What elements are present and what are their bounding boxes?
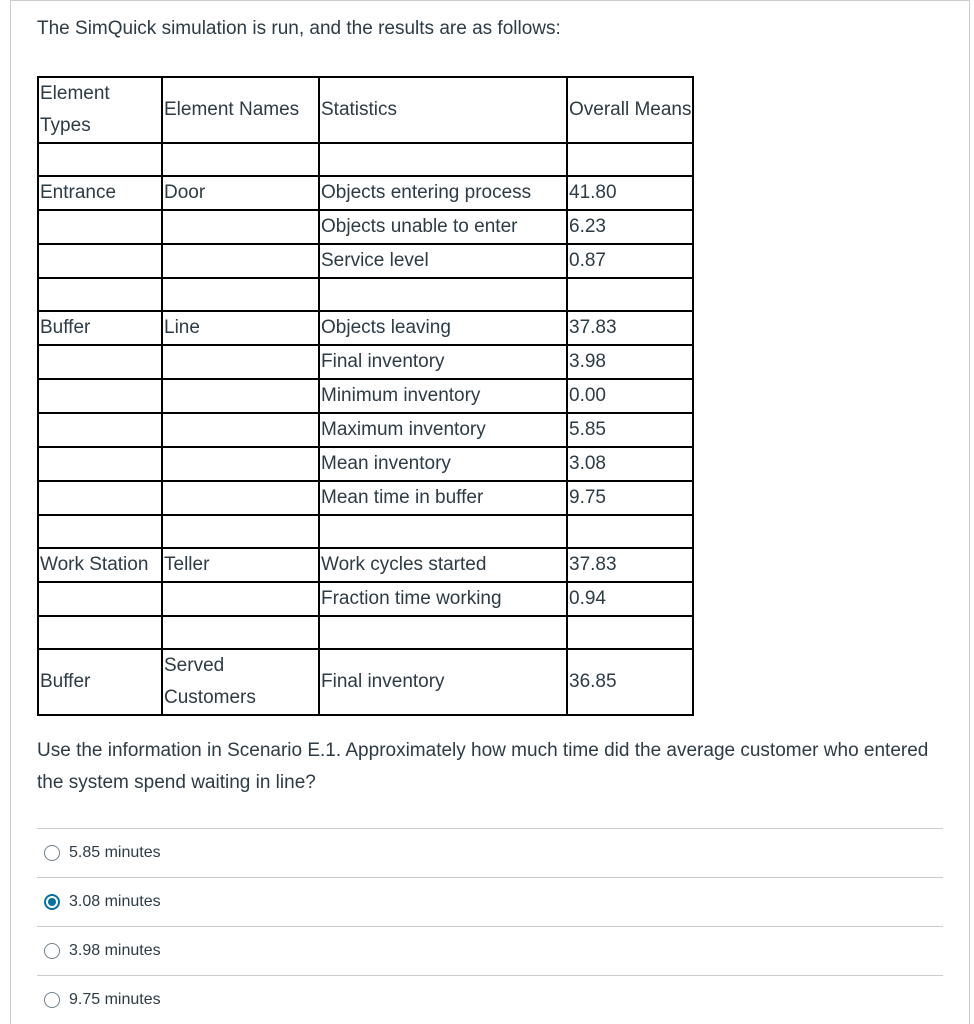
table-cell: Door bbox=[162, 176, 319, 210]
table-cell bbox=[319, 143, 567, 176]
table-cell bbox=[162, 515, 319, 548]
table-cell: Work Station bbox=[38, 548, 162, 582]
header-overall-means: Overall Means bbox=[567, 77, 693, 143]
table-row bbox=[38, 143, 693, 176]
table-cell: Fraction time working bbox=[319, 582, 567, 616]
table-cell bbox=[162, 481, 319, 515]
table-cell bbox=[38, 244, 162, 278]
table-row bbox=[38, 413, 693, 447]
simquick-results-table bbox=[37, 76, 694, 716]
radio-button[interactable] bbox=[44, 943, 60, 959]
answer-option[interactable] bbox=[37, 975, 943, 1024]
table-cell bbox=[38, 345, 162, 379]
table-row bbox=[38, 481, 693, 515]
table-row bbox=[38, 311, 693, 345]
table-cell bbox=[162, 582, 319, 616]
table-cell bbox=[162, 244, 319, 278]
table-cell: Mean inventory bbox=[319, 447, 567, 481]
answer-label: 3.08 minutes bbox=[69, 893, 161, 910]
answer-label: 5.85 minutes bbox=[69, 844, 161, 861]
table-cell: Mean time in buffer bbox=[319, 481, 567, 515]
table-cell: 9.75 bbox=[567, 481, 693, 515]
table-cell: Final inventory bbox=[319, 345, 567, 379]
table-cell bbox=[38, 210, 162, 244]
table-row bbox=[38, 278, 693, 311]
answer-option[interactable] bbox=[37, 877, 943, 926]
table-cell bbox=[38, 379, 162, 413]
table-cell bbox=[38, 143, 162, 176]
radio-button-selected[interactable] bbox=[44, 894, 60, 910]
table-header-row bbox=[38, 77, 693, 143]
answer-option[interactable] bbox=[37, 926, 943, 975]
table-row bbox=[38, 176, 693, 210]
table-cell: 0.94 bbox=[567, 582, 693, 616]
intro-text: The SimQuick simulation is run, and the results are as follows: bbox=[37, 18, 561, 39]
answer-label: 3.98 minutes bbox=[69, 942, 161, 959]
table-row bbox=[38, 210, 693, 244]
table-cell bbox=[38, 616, 162, 649]
table-row bbox=[38, 649, 693, 715]
table-row bbox=[38, 616, 693, 649]
question-text: Use the information in Scenario E.1. Approximately how much time did the average customer who entered the system spend waiting in line? bbox=[37, 740, 929, 793]
table-row bbox=[38, 447, 693, 481]
table-cell: 3.98 bbox=[567, 345, 693, 379]
table-cell: Final inventory bbox=[319, 649, 567, 715]
table-cell bbox=[567, 278, 693, 311]
table-cell: Buffer bbox=[38, 311, 162, 345]
table-cell: 6.23 bbox=[567, 210, 693, 244]
table-cell bbox=[162, 143, 319, 176]
table-cell bbox=[567, 515, 693, 548]
table-cell: Served Customers bbox=[162, 649, 319, 715]
table-cell bbox=[319, 278, 567, 311]
table-cell: Objects unable to enter bbox=[319, 210, 567, 244]
table-cell: 0.00 bbox=[567, 379, 693, 413]
table-cell: 0.87 bbox=[567, 244, 693, 278]
table-cell: Service level bbox=[319, 244, 567, 278]
table-row bbox=[38, 345, 693, 379]
table-cell: Teller bbox=[162, 548, 319, 582]
table-row bbox=[38, 548, 693, 582]
table-cell bbox=[162, 210, 319, 244]
table-cell: Line bbox=[162, 311, 319, 345]
table-cell: Entrance bbox=[38, 176, 162, 210]
table-cell: 41.80 bbox=[567, 176, 693, 210]
table-cell bbox=[38, 447, 162, 481]
table-row bbox=[38, 515, 693, 548]
table-cell bbox=[162, 447, 319, 481]
table-cell bbox=[319, 616, 567, 649]
table-cell: Maximum inventory bbox=[319, 413, 567, 447]
table-cell bbox=[38, 278, 162, 311]
table-cell: Objects entering process bbox=[319, 176, 567, 210]
answer-label: 9.75 minutes bbox=[69, 991, 161, 1008]
answer-option[interactable] bbox=[37, 828, 943, 877]
answer-list bbox=[37, 828, 943, 1024]
table-cell bbox=[162, 379, 319, 413]
table-cell: Objects leaving bbox=[319, 311, 567, 345]
table-cell: 36.85 bbox=[567, 649, 693, 715]
table-cell: 5.85 bbox=[567, 413, 693, 447]
table-cell bbox=[162, 616, 319, 649]
table-cell bbox=[162, 345, 319, 379]
table-row bbox=[38, 379, 693, 413]
header-element-names: Element Names bbox=[162, 77, 319, 143]
table-cell: Work cycles started bbox=[319, 548, 567, 582]
table-cell: 37.83 bbox=[567, 548, 693, 582]
table-row bbox=[38, 244, 693, 278]
table-row bbox=[38, 582, 693, 616]
table-cell bbox=[38, 413, 162, 447]
radio-button[interactable] bbox=[44, 845, 60, 861]
table-cell: 37.83 bbox=[567, 311, 693, 345]
header-statistics: Statistics bbox=[319, 77, 567, 143]
table-cell bbox=[162, 278, 319, 311]
table-cell bbox=[567, 616, 693, 649]
header-element-types: Element Types bbox=[38, 77, 162, 143]
table-cell: Minimum inventory bbox=[319, 379, 567, 413]
table-cell: Buffer bbox=[38, 649, 162, 715]
table-cell bbox=[38, 582, 162, 616]
table-cell bbox=[162, 413, 319, 447]
table-cell bbox=[567, 143, 693, 176]
table-cell bbox=[38, 515, 162, 548]
table-cell: 3.08 bbox=[567, 447, 693, 481]
radio-button[interactable] bbox=[44, 992, 60, 1008]
table-cell bbox=[38, 481, 162, 515]
table-cell bbox=[319, 515, 567, 548]
